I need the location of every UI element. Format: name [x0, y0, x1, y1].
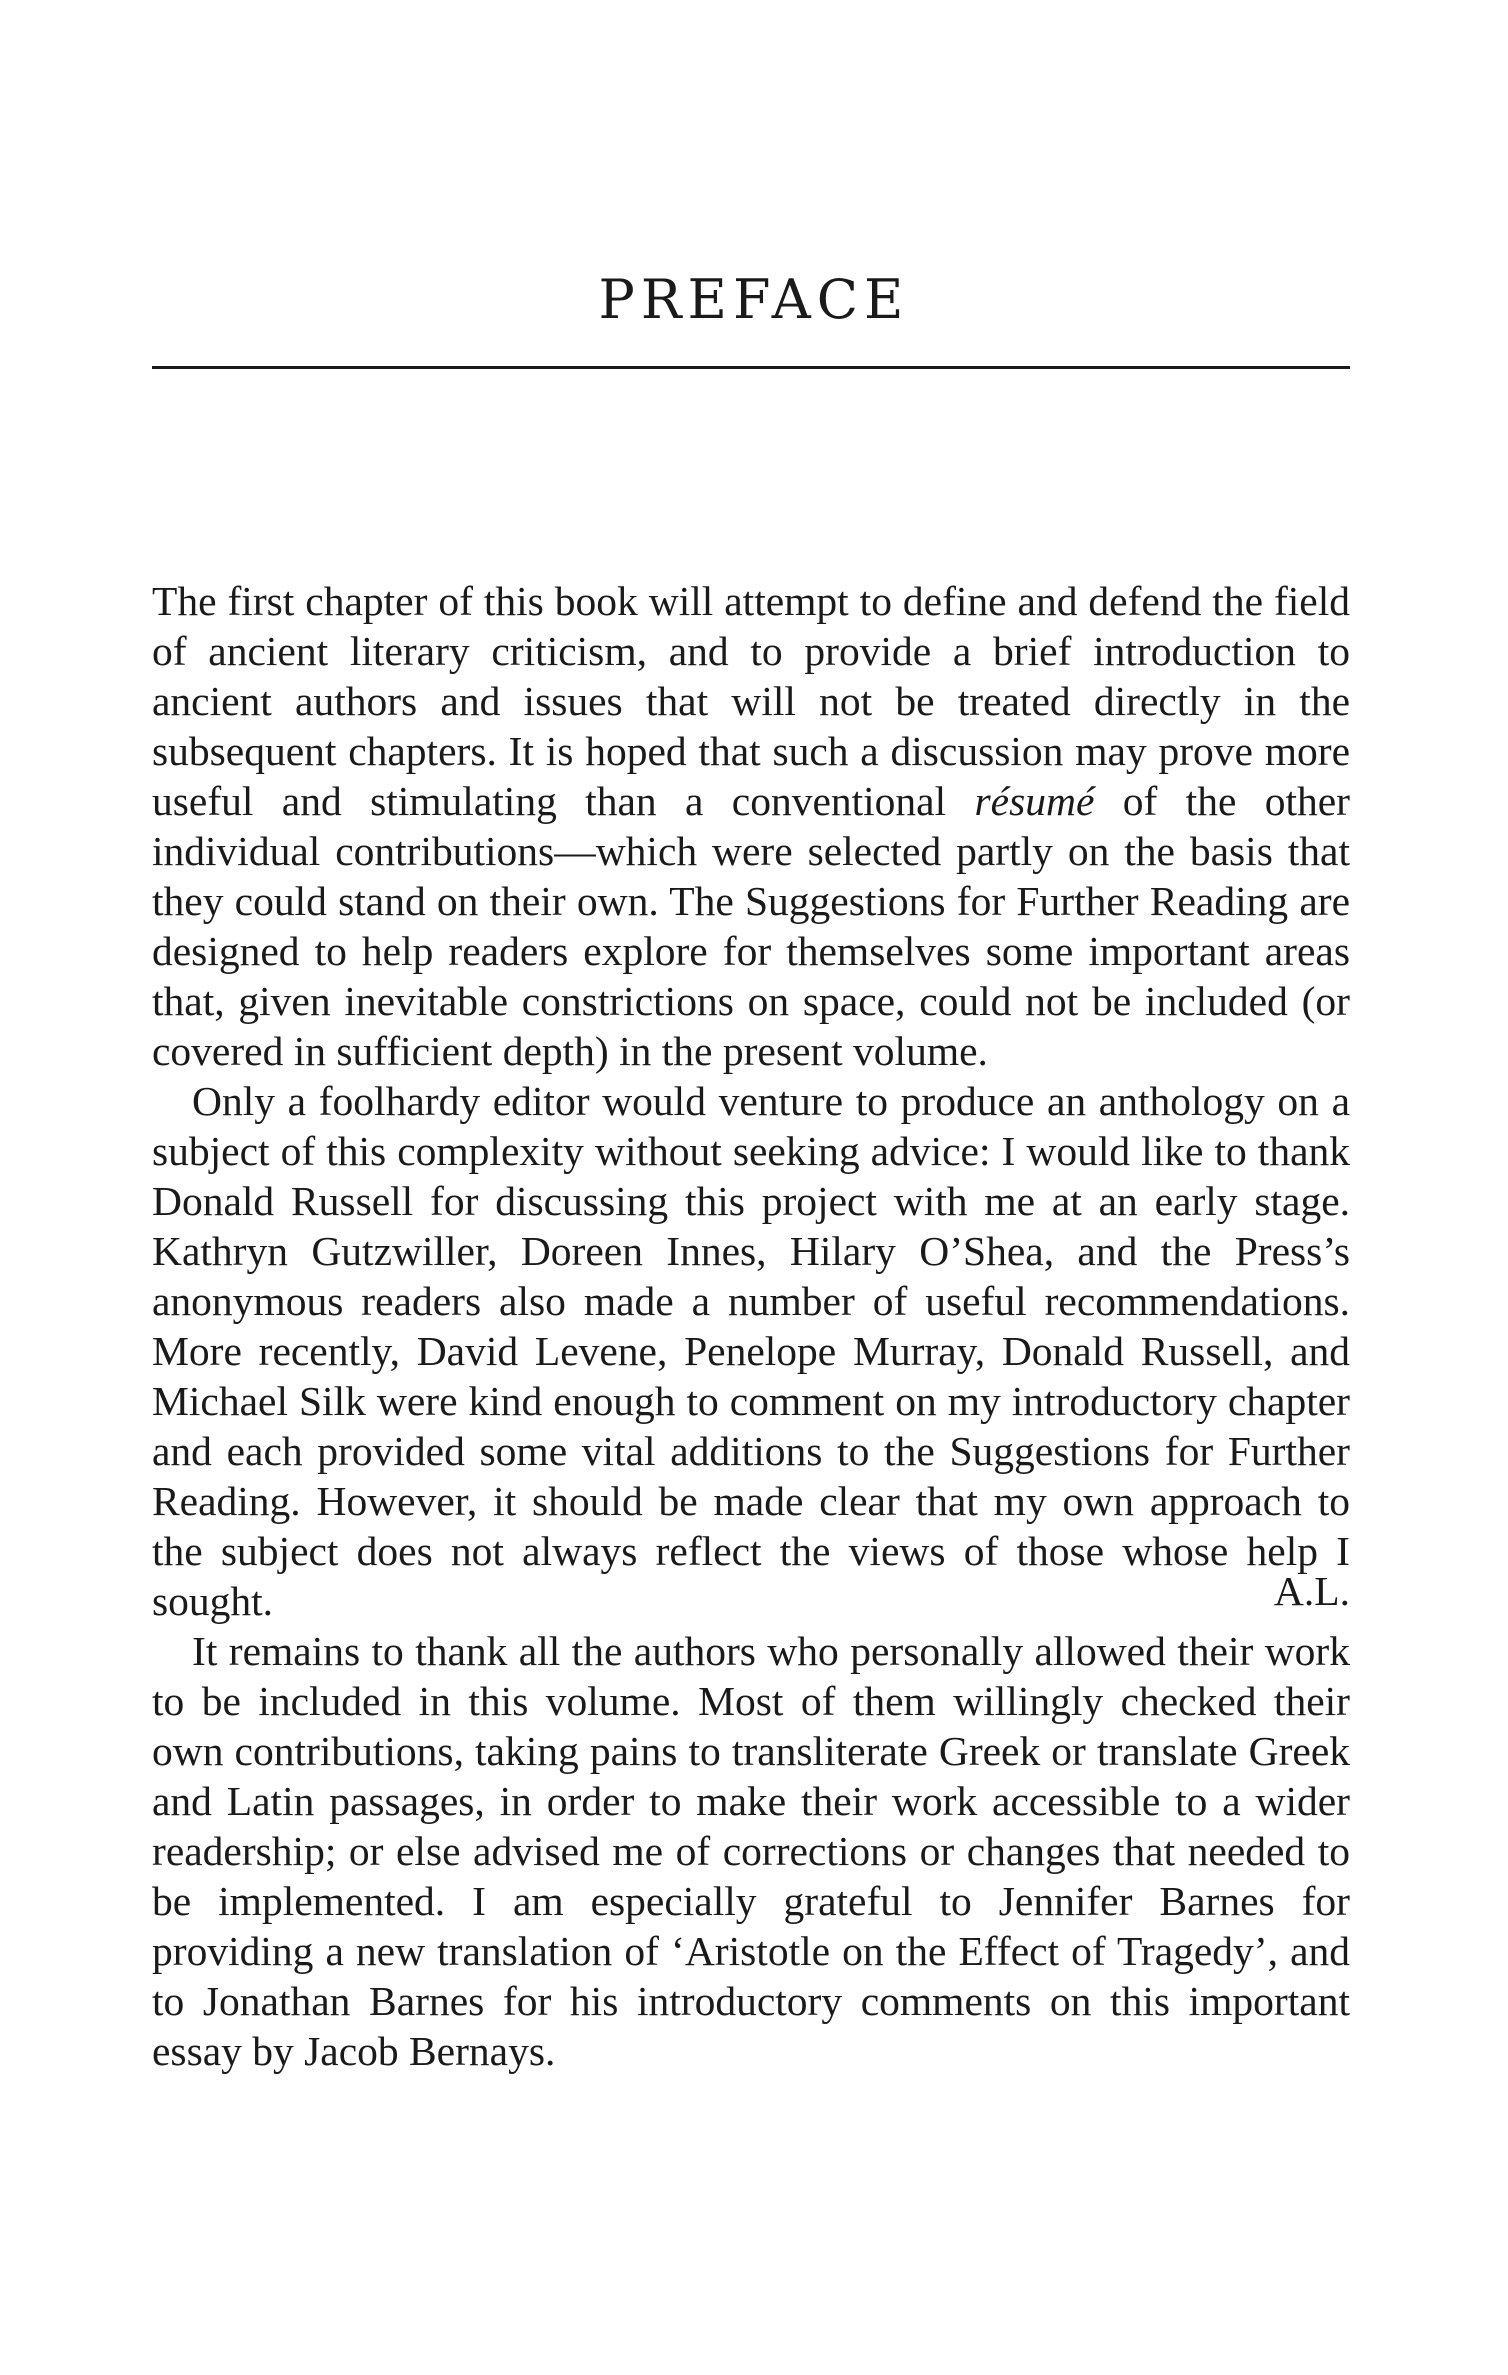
paragraph-1-text-start: The first chapter of this book will attempt to define and defend the field of ancient literary criticism, and to provide a brief introduction to ancient authors and issues that will not be treated directly in the subsequent chapters. It is hoped that such a discussion may prove more useful and stimulating than a conventional	[152, 578, 1350, 824]
title-divider	[152, 366, 1350, 369]
page-title: PREFACE	[598, 268, 910, 331]
paragraph-3: It remains to thank all the authors who personally allowed their work to be included in this volume. Most of them willingly checked their own contributions, taking pains to transliterate Greek or translate Greek and Latin passages, in order to make their work accessible to a wider readership; or else advised me of corrections or changes that needed to be implemented. I am especially grateful to Jennifer Barnes for providing a new translation of ‘Aristotle on the Effect of Tragedy’, and to Jonathan Barnes for his introductory comments on this important essay by Jacob Bernays.	[152, 1628, 1350, 2074]
paragraph-2: Only a foolhardy editor would venture to produce an anthology on a subject of this complexity without seeking advice: I would like to thank Donald Russell for discussing this project with me at an early stage. Kathryn Gutzwiller, Doreen Innes, Hilary O’Shea, and the Press’s anonymous readers also made a number of useful recommendations. More recently, David Levene, Penelope Murray, Donald Russell, and Michael Silk were kind enough to comment on my introductory chapter and each provided some vital additions to the Suggestions for Further Reading. However, it should be made clear that my own approach to the subject does not always reflect the views of those whose help I sought.	[152, 1078, 1350, 1624]
paragraph-1-italic-word: résumé	[974, 778, 1095, 824]
paragraph-1-text-end: of the other individual contributions—which were selected partly on the basis that they could stand on their own. The Suggestions for Further Reading are designed to help readers explore for themselves some important areas that, given inevitable constrictions on space, could not be included (or covered in sufficient depth) in the present volume.	[152, 778, 1351, 1074]
paragraph-1	[152, 576, 1350, 1076]
preface-body	[152, 576, 1350, 2076]
author-initials: A.L.	[1273, 1568, 1350, 1614]
